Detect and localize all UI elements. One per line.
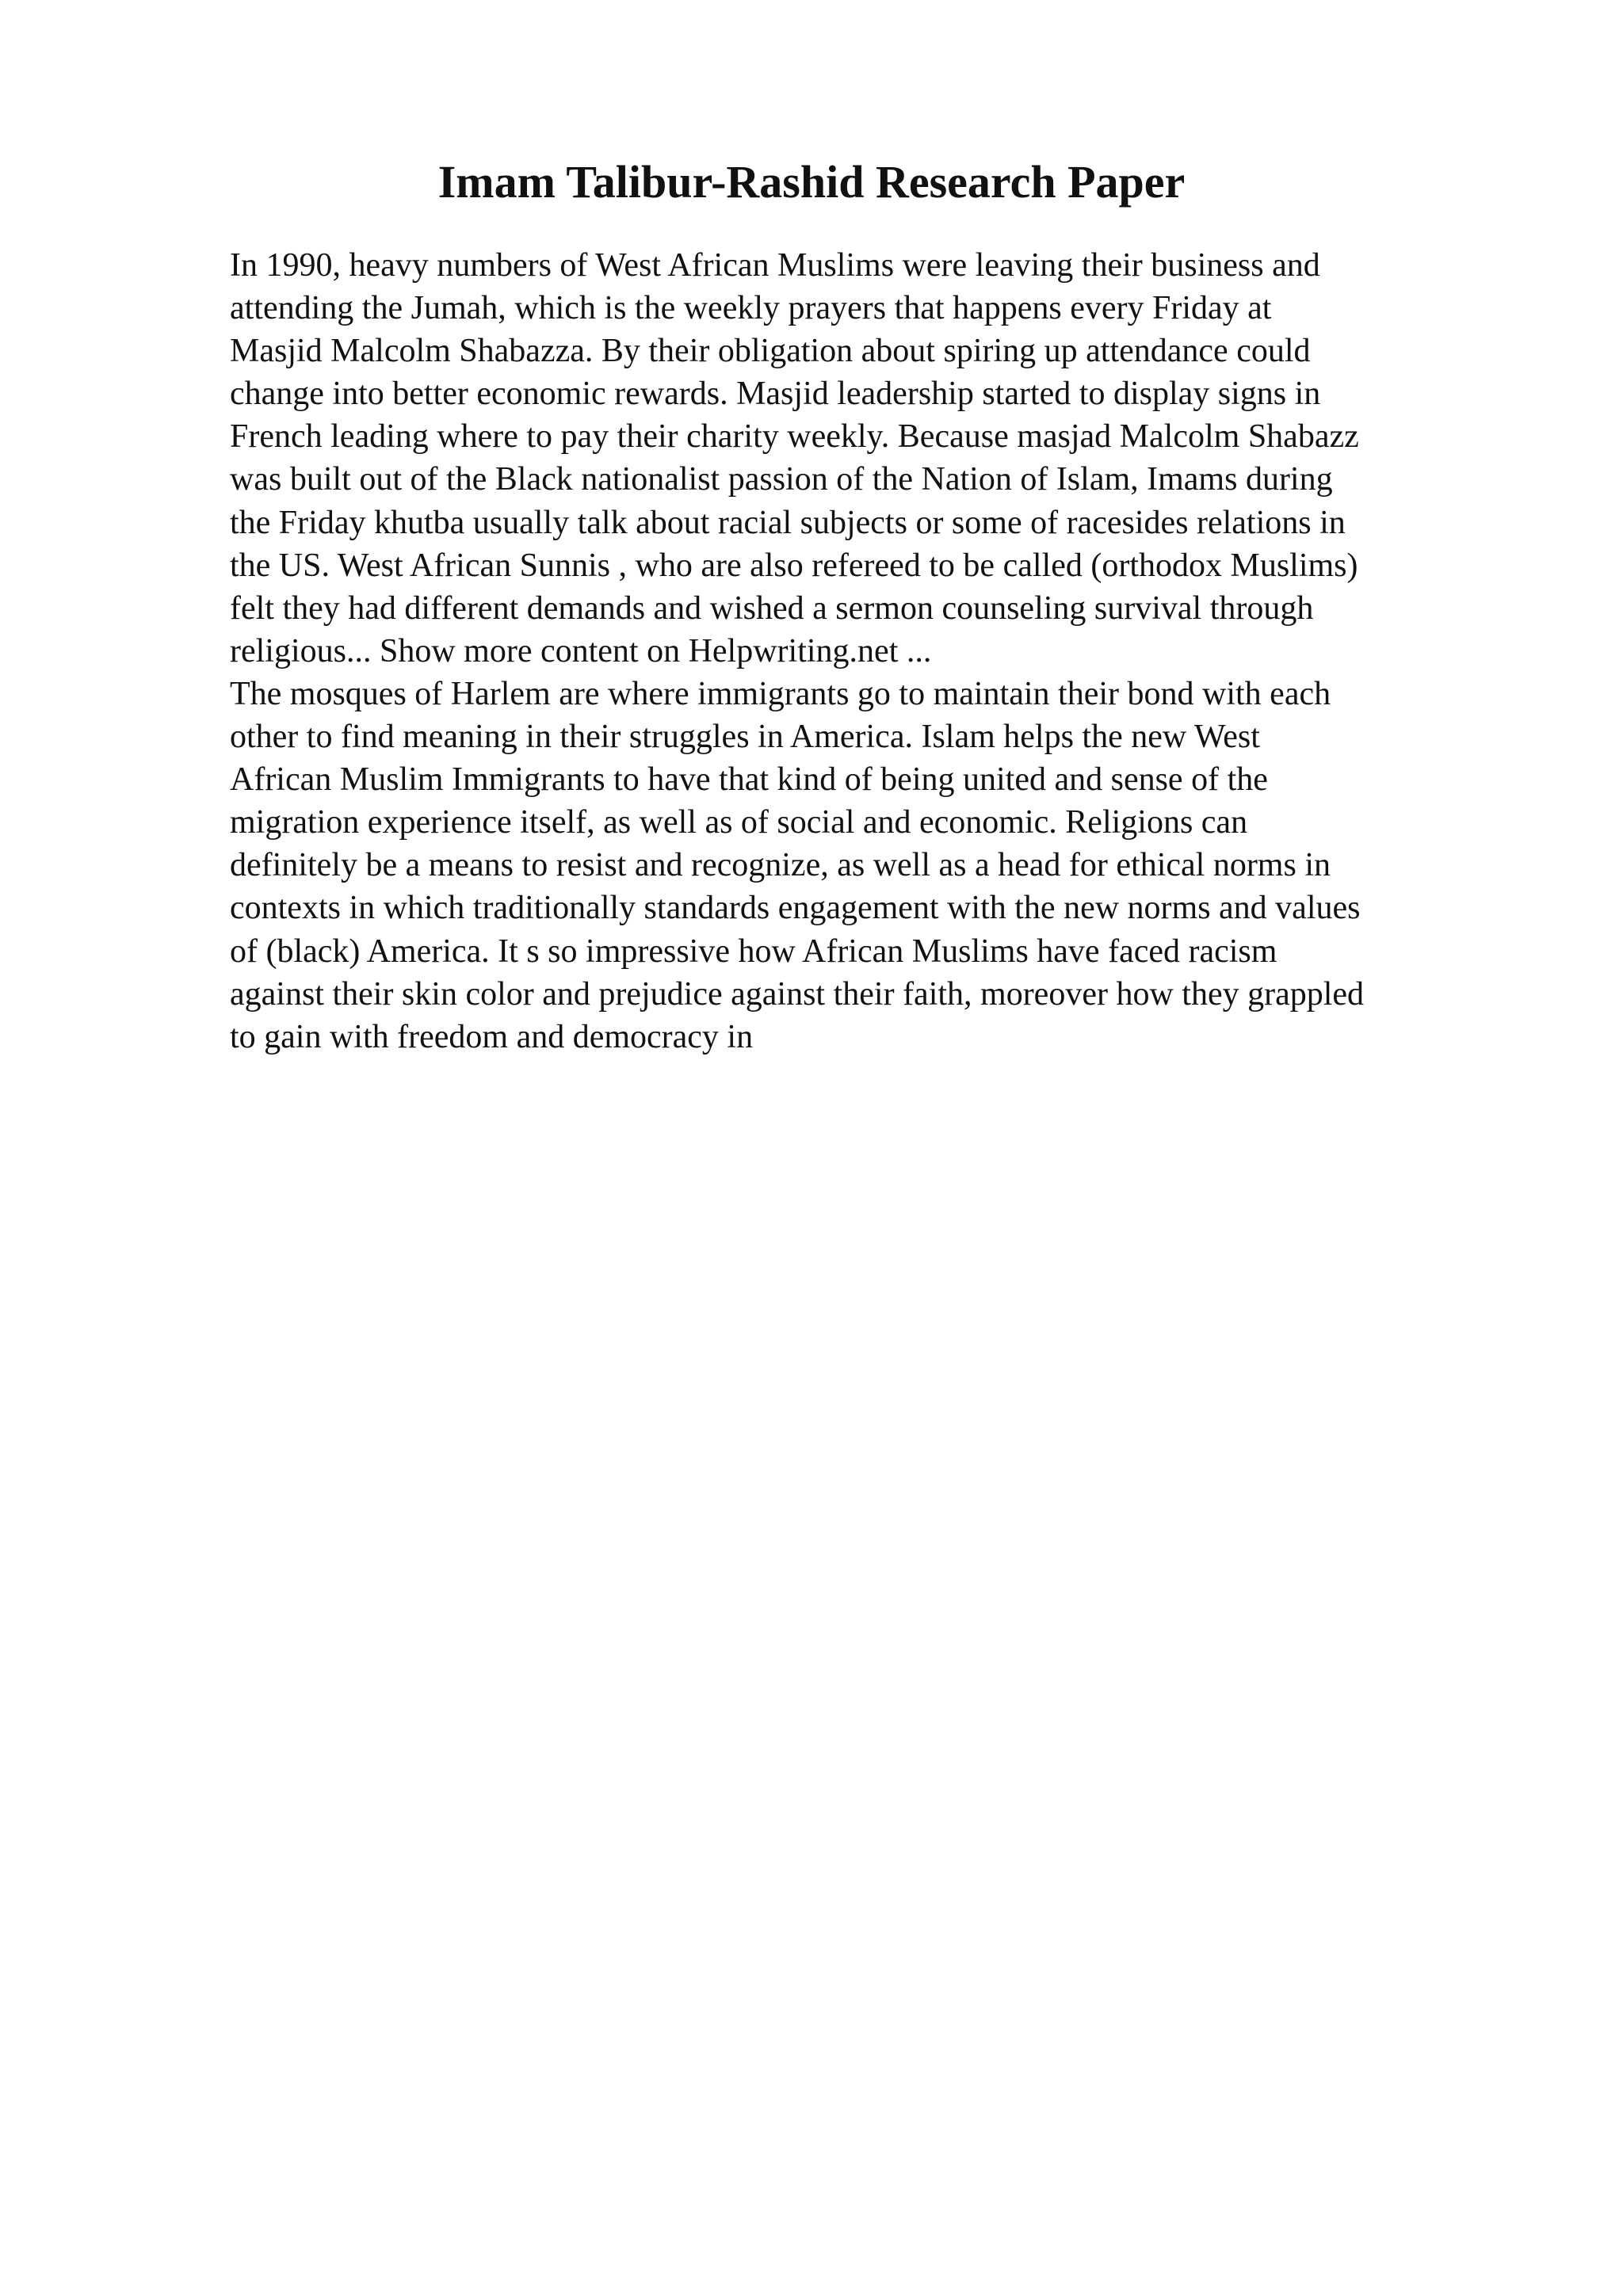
text-line: against their skin color and prejudice against their faith, moreover how they grappled xyxy=(230,975,1365,1013)
text-line: definitely be a means to resist and recognize, as well as a head for ethical norms in xyxy=(230,847,1331,884)
text-line: contexts in which traditionally standards engagement with the new norms and values xyxy=(230,890,1361,927)
text-line: African Muslim Immigrants to have that kind of being united and sense of the xyxy=(230,761,1268,799)
text-line: other to find meaning in their struggles in America. Islam helps the new West xyxy=(230,719,1260,756)
text-line: The mosques of Harlem are where immigrants go to maintain their bond with each xyxy=(230,675,1331,712)
text-line: to gain with freedom and democracy in xyxy=(230,1018,754,1055)
text-line: felt they had different demands and wished a sermon counseling survival through xyxy=(230,589,1314,627)
text-line: attending the Jumah, which is the weekly prayers that happens every Friday at xyxy=(230,290,1272,327)
text-line: the US. West African Sunnis , who are also refereed to be called (orthodox Muslims) xyxy=(230,547,1358,584)
document-body xyxy=(230,244,1514,1058)
text-line: was built out of the Black nationalist passion of the Nation of Islam, Imams during xyxy=(230,461,1333,498)
text-line: change into better economic rewards. Masjid leadership started to display signs in xyxy=(230,376,1321,413)
text-line: In 1990, heavy numbers of West African Muslims were leaving their business and xyxy=(230,247,1320,284)
text-line: religious... Show more content on Helpwriting.net ... xyxy=(230,632,932,669)
document-title: Imam Talibur-Rashid Research Paper xyxy=(437,156,1186,208)
text-line: migration experience itself, as well as of social and economic. Religions can xyxy=(230,804,1248,841)
text-line: the Friday khutba usually talk about racial subjects or some of racesides relations in xyxy=(230,504,1346,541)
text-line: Masjid Malcolm Shabazza. By their obligation about spiring up attendance could xyxy=(230,333,1311,370)
paragraph-1 xyxy=(230,244,1514,673)
paragraph-2 xyxy=(230,673,1514,1058)
text-line: of (black) America. It s so impressive how African Muslims have faced racism xyxy=(230,933,1277,970)
text-line: French leading where to pay their charity weekly. Because masjad Malcolm Shabazz xyxy=(230,418,1359,456)
